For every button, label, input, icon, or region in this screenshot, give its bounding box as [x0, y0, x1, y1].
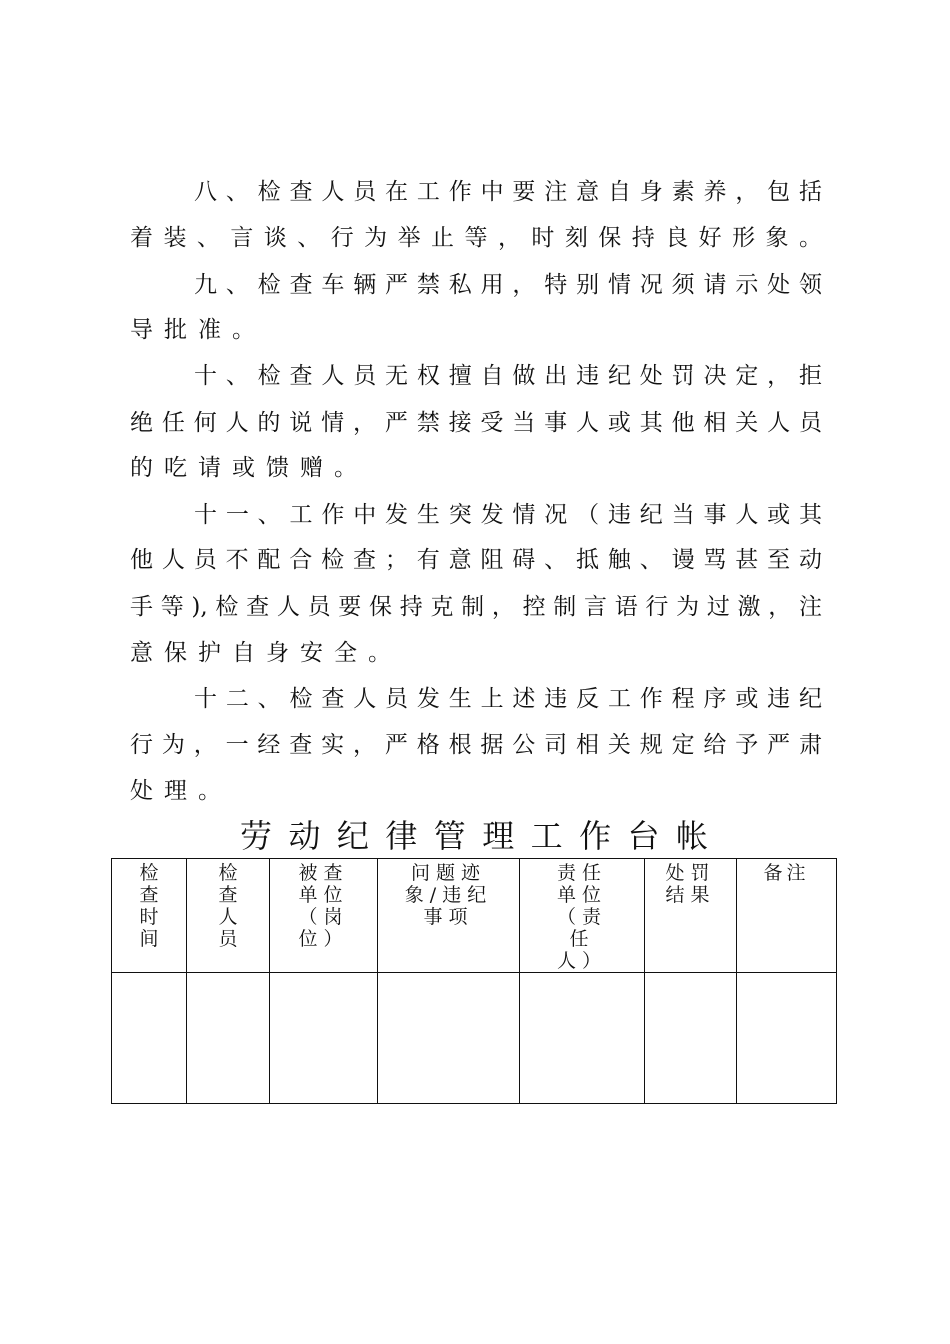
rule-8-line-1: 八、检查人员在工作中要注意自身素养，包括 [194, 179, 822, 205]
rule-11-line-1: 十一、工作中发生突发情况（违纪当事人或其 [194, 502, 822, 528]
rule-10-line-2: 绝任何人的说情，严禁接受当事人或其他相关人员 [130, 410, 822, 436]
table-row [112, 973, 837, 1104]
cell-inspector[interactable] [187, 973, 270, 1104]
column-header-responsible-unit [520, 859, 645, 973]
cell-responsible-unit[interactable] [520, 973, 645, 1104]
cell-issue[interactable] [378, 973, 520, 1104]
column-header-inspector [187, 859, 270, 973]
column-header-remarks [737, 859, 837, 973]
ledger-title: 劳动纪律管理工作台帐 [240, 817, 708, 855]
column-header-check-time-label: 检查时间 [139, 862, 159, 950]
column-header-check-time [112, 859, 187, 973]
cell-checked-unit[interactable] [270, 973, 378, 1104]
rule-11-line-4: 意保护自身安全。 [130, 640, 402, 666]
rule-12-line-3: 处理。 [130, 778, 232, 804]
column-header-responsible-unit-label: 责任单位（责任人） [556, 862, 607, 972]
column-header-issue-label: 问题迹象/违纪事项 [404, 862, 493, 928]
rule-10-line-1: 十、检查人员无权擅自做出违纪处罚决定，拒 [194, 363, 822, 389]
column-header-remarks-label: 备注 [763, 862, 810, 884]
cell-penalty[interactable] [645, 973, 737, 1104]
rule-11-line-3: 手等),检查人员要保持克制，控制言语行为过激，注 [130, 594, 822, 620]
rule-8-line-2: 着装、言谈、行为举止等，时刻保持良好形象。 [130, 225, 822, 251]
rule-9-line-1: 九、检查车辆严禁私用，特别情况须请示处领 [194, 272, 822, 298]
column-header-checked-unit [270, 859, 378, 973]
column-header-penalty-label: 处罚结果 [665, 862, 716, 906]
rule-12-line-2: 行为，一经查实，严格根据公司相关规定给予严肃 [130, 732, 822, 758]
column-header-issue [378, 859, 520, 973]
rule-12-line-1: 十二、检查人员发生上述违反工作程序或违纪 [194, 686, 822, 712]
cell-check-time[interactable] [112, 973, 187, 1104]
column-header-checked-unit-label: 被查单位（岗位） [298, 862, 349, 950]
rule-9-line-2: 导批准。 [130, 317, 266, 343]
ledger-header-row [112, 859, 837, 973]
rule-11-line-2: 他人员不配合检查；有意阻碍、抵触、谩骂甚至动 [130, 547, 822, 573]
ledger-table [111, 858, 837, 1104]
cell-remarks[interactable] [737, 973, 837, 1104]
column-header-penalty [645, 859, 737, 973]
column-header-inspector-label: 检查人员 [218, 862, 238, 950]
rule-10-line-3: 的吃请或馈赠。 [130, 455, 368, 481]
